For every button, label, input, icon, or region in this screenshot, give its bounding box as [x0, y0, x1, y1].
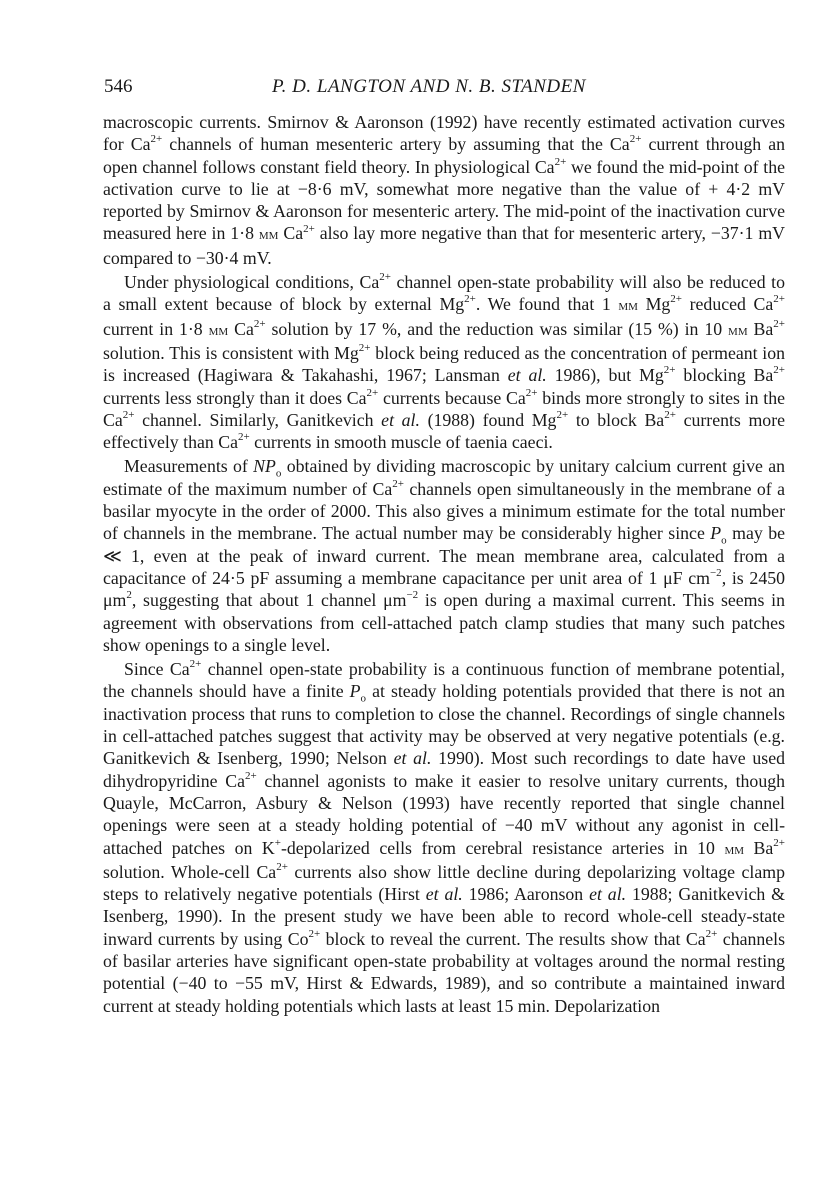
superscript: 2+: [525, 386, 538, 399]
page-number: 546: [104, 76, 133, 97]
ion-symbol: Ca: [234, 318, 254, 339]
subscript: o: [360, 692, 367, 705]
superscript: 2+: [303, 222, 315, 235]
superscript: 2+: [189, 658, 202, 671]
unit-mm: mm: [724, 841, 744, 858]
superscript: +: [274, 836, 281, 849]
text-run: solution by 17 %, and the reduction was similar (15 %) in 10: [265, 318, 729, 339]
ion-symbol: Ba: [644, 409, 665, 430]
superscript: 2+: [773, 364, 785, 377]
running-header: [104, 76, 784, 102]
text-run: [638, 294, 646, 314]
subscript: o: [275, 468, 282, 480]
ion-symbol: Mg: [439, 294, 465, 315]
ion-symbol: Ca: [346, 387, 367, 408]
superscript: 2+: [253, 317, 266, 330]
text-run: may be ≪ 1, even at the peak of inward current. The mean membrane area, calculated from a capacitance of 24·5 pF assuming a membrane capacitance per unit area of 1 μF cm: [103, 523, 785, 588]
superscript: 2+: [705, 927, 718, 940]
superscript: 2+: [366, 386, 379, 399]
ion-symbol: Mg: [645, 294, 671, 315]
superscript: 2+: [358, 342, 371, 355]
et-al: et al.: [425, 884, 463, 905]
text-run: , is 2450 μm: [103, 567, 785, 611]
text-run: Measurements of: [124, 456, 254, 477]
text-run: channels of human mesenteric artery by assuming that the: [162, 134, 610, 155]
paragraph-3: [103, 455, 785, 656]
superscript: 2+: [392, 477, 404, 490]
text-run: reduced: [682, 294, 754, 315]
text-run: we found the mid-point of the activation curve to lie at −8·6 mV, somewhat more negative than the value of + 4·2 mV reported by Smirnov & Aaronson for mesenteric artery. The mid-point of the inactivation curve measured here in 1·8: [103, 156, 785, 244]
text-run: . We found that 1: [475, 294, 619, 315]
variable-np: NP: [253, 456, 276, 477]
text-run: channels open simultaneously in the membrane of a basilar myocyte in the order of 2000. This also gives a minimum estimate for the total number of channels in the membrane. The actual number may be considerably higher since: [103, 478, 785, 544]
paragraph-2: [103, 271, 785, 453]
text-run: block being reduced as the concentration of permeant ion is increased (Hagiwara & Takahashi, 1967; Lansman: [103, 342, 785, 386]
text-run: -depolarized cells from cerebral resistance arteries in 10: [280, 837, 725, 858]
superscript: 2+: [464, 293, 476, 306]
superscript: 2+: [237, 431, 250, 444]
ion-symbol: Ca: [103, 409, 123, 430]
superscript: 2+: [773, 293, 785, 306]
text-run: channel agonists to make it easier to resolve unitary currents, though Quayle, McCarron, Asbury & Nelson (1993) have recently reported that single channel openings were seen at a steady holding potential of −40 mV without any agonist in cell-attached patches on: [103, 770, 785, 858]
superscript: 2+: [556, 408, 569, 421]
ion-symbol: Co: [287, 928, 309, 949]
paragraph-4: [103, 658, 785, 1017]
ion-symbol: Mg: [531, 409, 557, 430]
ion-symbol: Ca: [130, 134, 151, 155]
unit-mm: mm: [208, 322, 229, 339]
ion-symbol: Ca: [753, 294, 774, 315]
text-run: [744, 838, 754, 858]
variable-p: P: [710, 523, 722, 544]
superscript: 2+: [664, 408, 676, 421]
superscript: 2+: [773, 317, 786, 330]
ion-symbol: Ba: [753, 837, 774, 858]
superscript: 2+: [245, 769, 257, 782]
superscript: 2+: [554, 155, 567, 168]
superscript: −2: [406, 589, 419, 602]
unit-mm: mm: [618, 298, 638, 315]
superscript: 2: [126, 589, 132, 602]
ion-symbol: Ca: [372, 478, 393, 499]
ion-symbol: K: [261, 837, 275, 858]
et-al: et al.: [589, 884, 627, 905]
ion-symbol: Ca: [169, 659, 190, 680]
et-al: et al.: [507, 365, 547, 386]
text-run: Since: [124, 659, 170, 680]
superscript: 2+: [670, 293, 682, 306]
unit-mm: mm: [728, 322, 748, 339]
text-run: channels of basilar arteries have significant open-state probability at voltages around the normal resting potential (−40 to −55 mV, Hirst & Edwards, 1989), and so contribute a maintained inward current at steady holding potentials which lasts at least 15 min. Depolarization: [103, 928, 786, 1016]
text-run: channel. Similarly, Ganitkevich: [134, 409, 382, 430]
et-al: et al.: [381, 409, 420, 430]
ion-symbol: Ba: [753, 365, 774, 386]
ion-symbol: Mg: [334, 342, 359, 363]
ion-symbol: Mg: [639, 365, 664, 386]
ion-symbol: Ca: [225, 770, 246, 791]
text-run: obtained by dividing macroscopic by unitary calcium current give an estimate of the maximum number of: [103, 456, 785, 499]
text-run: macroscopic currents. Smirnov & Aaronson (1992) have recently estimated activation curves for: [103, 112, 785, 155]
text-run: 1986; Aaronson: [462, 884, 590, 905]
superscript: 2+: [276, 860, 288, 873]
text-run: binds more strongly to sites in the: [537, 387, 786, 408]
superscript: 2+: [150, 133, 163, 146]
text-run: solution. This is consistent with: [103, 342, 335, 363]
superscript: −2: [709, 567, 722, 580]
superscript: 2+: [663, 364, 676, 377]
text-run: Under physiological conditions,: [124, 272, 360, 293]
superscript: 2+: [122, 408, 135, 421]
text-run: currents also show little decline during depolarizing voltage clamp steps to relatively negative potentials (Hirst: [103, 861, 785, 905]
text-run: channel open-state probability will also be reduced to a small extent because of block by external: [103, 272, 785, 315]
text-run: blocking: [675, 365, 754, 386]
ion-symbol: Ca: [609, 134, 630, 155]
ion-symbol: Ca: [256, 861, 277, 882]
text-run: 1988; Ganitkevich & Isenberg, 1990). In the present study we have been able to record whole-cell steady-state inward currents by using: [103, 884, 785, 949]
running-head-authors: P. D. LANGTON AND N. B. STANDEN: [272, 76, 586, 97]
text-run: solution. Whole-cell: [103, 861, 257, 882]
superscript: 2+: [629, 133, 642, 146]
unit-mm: mm: [258, 227, 279, 244]
subscript: o: [721, 534, 727, 547]
text-run: currents more effectively than: [103, 409, 786, 453]
ion-symbol: Ba: [753, 318, 774, 339]
superscript: 2+: [379, 271, 391, 284]
ion-symbol: Ca: [506, 387, 526, 408]
text-run: at steady holding potentials provided that there is not an inactivation process that runs to completion to close the channel. Recordings of single channels in cell-attached patches suggest that activity may be observed at very negative potentials (e.g. Ganitkevich & Isenberg, 1990; Nelson: [103, 681, 786, 769]
variable-p: P: [349, 681, 361, 702]
text-run: current through an open channel follows constant field theory. In physiological: [103, 134, 785, 177]
text-run: channel open-state probability is a continuous function of membrane potential, the channels should have a finite: [103, 659, 785, 702]
ion-symbol: Ca: [534, 156, 555, 177]
paragraph-1: [103, 111, 785, 269]
superscript: 2+: [308, 927, 321, 940]
ion-symbol: Ca: [359, 272, 380, 293]
ion-symbol: Ca: [685, 928, 706, 949]
superscript: 2+: [773, 836, 786, 849]
text-run: , suggesting that about 1 channel μm: [131, 590, 407, 611]
et-al: et al.: [393, 748, 432, 769]
text-run: 1986), but: [546, 365, 640, 386]
text-run: currents because: [378, 387, 506, 408]
ion-symbol: Ca: [218, 432, 238, 453]
text-run: also lay more negative than that for mesenteric artery, −37·1 mV compared to −30·4 mV.: [103, 223, 785, 268]
text-run: (1988) found: [419, 409, 532, 430]
text-run: is open during a maximal current. This seems in agreement with observations from cell-attached patch clamp studies that many such patches show openings to a single level.: [103, 590, 785, 655]
text-run: block to reveal the current. The results show that: [320, 928, 686, 949]
text-run: currents less strongly than it does: [103, 387, 347, 408]
text-run: to block: [568, 409, 645, 430]
article-body: [103, 111, 785, 1019]
text-run: 1990). Most such recordings to date have used dihydropyridine: [103, 748, 785, 791]
ion-symbol: Ca: [283, 223, 304, 244]
text-run: current in 1·8: [103, 318, 209, 339]
text-run: currents in smooth muscle of taenia caeci.: [249, 432, 553, 453]
